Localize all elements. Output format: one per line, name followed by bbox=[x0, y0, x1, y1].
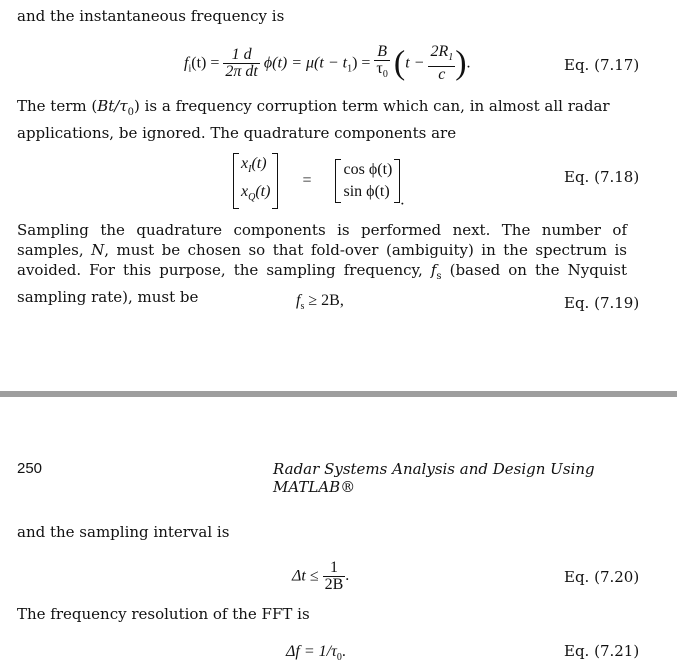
equation-7-21 bbox=[286, 643, 346, 663]
sampling-interval-intro: and the sampling interval is bbox=[17, 523, 230, 541]
para3-fs: f bbox=[430, 261, 437, 279]
para3-a: Sampling the quadrature components is performed next. The number of samples, bbox=[17, 221, 627, 259]
eq-7-20-end: . bbox=[345, 567, 350, 585]
matrix-left-row2-sub: Q bbox=[248, 192, 256, 204]
frac-2 bbox=[374, 44, 389, 83]
para3-fs-sub: s bbox=[436, 271, 442, 282]
eq-7-21-sub: 0 bbox=[336, 652, 342, 664]
para3-b: , must be chosen so that fold-over (ambiguity) in the spectrum is avoided. For this purpose, the sampling frequency, bbox=[17, 241, 628, 279]
matrix-right bbox=[335, 159, 400, 203]
paren-open: ( bbox=[393, 44, 406, 82]
matrix-left-row1 bbox=[241, 153, 270, 181]
equation-7-19 bbox=[296, 292, 344, 312]
frac-2-den-sub: 0 bbox=[382, 69, 388, 81]
matrix-left-row2-x: x bbox=[241, 183, 249, 201]
frac-7-20 bbox=[323, 560, 346, 593]
matrix-left bbox=[233, 153, 278, 209]
frac-2-num: B bbox=[374, 44, 389, 61]
eq-label-7-19: Eq. (7.19) bbox=[564, 294, 640, 312]
intro-text: and the instantaneous frequency is bbox=[17, 7, 285, 25]
frac-3 bbox=[428, 44, 455, 83]
eq-7-19-sub: s bbox=[300, 301, 305, 313]
eq-end: . bbox=[466, 54, 471, 72]
eq-7-21-lhs: Δf = 1/τ bbox=[286, 643, 337, 660]
page-divider bbox=[0, 391, 677, 397]
frac-2-den-tau: τ bbox=[376, 60, 383, 77]
eq-7-19-rhs: ≥ 2B, bbox=[304, 292, 344, 309]
frac-7-20-num: 1 bbox=[323, 560, 346, 577]
frac-3-num-text: 2R bbox=[430, 43, 449, 60]
eq-label-7-17: Eq. (7.17) bbox=[564, 56, 640, 74]
equation-7-18 bbox=[233, 153, 404, 209]
eq-mid-sub: 1 bbox=[347, 63, 353, 75]
eq-7-21-end: . bbox=[341, 643, 346, 660]
paragraph-corruption-term bbox=[17, 96, 627, 143]
frac-1 bbox=[223, 47, 259, 80]
eq-7-19-lhs: f bbox=[296, 292, 301, 309]
frac-3-num bbox=[428, 44, 455, 67]
eq-lhs-arg: (t) = bbox=[191, 54, 220, 72]
para3-c: (based on the Nyquist sampling rate), must be bbox=[17, 261, 627, 306]
frac-7-20-den: 2B bbox=[324, 576, 344, 593]
running-title: Radar Systems Analysis and Design Using MATLAB® bbox=[273, 460, 595, 496]
eq-7-18-end: . bbox=[400, 191, 405, 209]
frac-2-den bbox=[374, 61, 389, 83]
para3-N: N bbox=[91, 241, 105, 259]
para2-post: ) is a frequency corruption term which can, in almost all radar applications, be ignored. The quadrature components are bbox=[17, 97, 610, 142]
matrix-left-row1-arg: (t) bbox=[251, 155, 267, 172]
eq-mid-end: ) = bbox=[352, 54, 371, 72]
frac-1-num: 1 d bbox=[223, 47, 259, 64]
page-number: 250 bbox=[17, 460, 43, 477]
matrix-left-row2 bbox=[241, 181, 270, 209]
eq-lhs-sub: i bbox=[188, 63, 192, 75]
eq-inner-t: t − bbox=[405, 54, 425, 72]
matrix-left-row1-x: x bbox=[241, 155, 249, 172]
frac-1-den: 2π dt bbox=[225, 63, 258, 81]
paren-close: ) bbox=[455, 44, 467, 82]
matrix-left-row1-sub: I bbox=[248, 164, 252, 176]
para2-math: Bt/τ bbox=[97, 97, 128, 115]
equation-7-20 bbox=[292, 560, 349, 593]
eq-label-7-21: Eq. (7.21) bbox=[564, 642, 640, 660]
matrix-left-row2-arg: (t) bbox=[255, 183, 271, 201]
eq-equals: = bbox=[302, 172, 312, 190]
eq-mid: ϕ(t) = μ(t − t bbox=[263, 54, 348, 72]
eq-label-7-18: Eq. (7.18) bbox=[564, 168, 640, 186]
eq-7-20-lhs: Δt ≤ bbox=[292, 567, 319, 585]
eq-label-7-20: Eq. (7.20) bbox=[564, 568, 640, 586]
frequency-resolution-text: The frequency resolution of the FFT is bbox=[17, 605, 310, 623]
frac-3-den: c bbox=[438, 66, 446, 84]
matrix-right-row1: cos ϕ(t) bbox=[343, 161, 393, 179]
para2-pre: The term ( bbox=[17, 97, 98, 115]
equation-7-17 bbox=[184, 44, 471, 83]
matrix-right-row2: sin ϕ(t) bbox=[343, 183, 390, 201]
para2-sub: 0 bbox=[127, 107, 135, 118]
eq-lhs: f bbox=[184, 54, 189, 72]
frac-3-num-sub: 1 bbox=[448, 52, 454, 64]
